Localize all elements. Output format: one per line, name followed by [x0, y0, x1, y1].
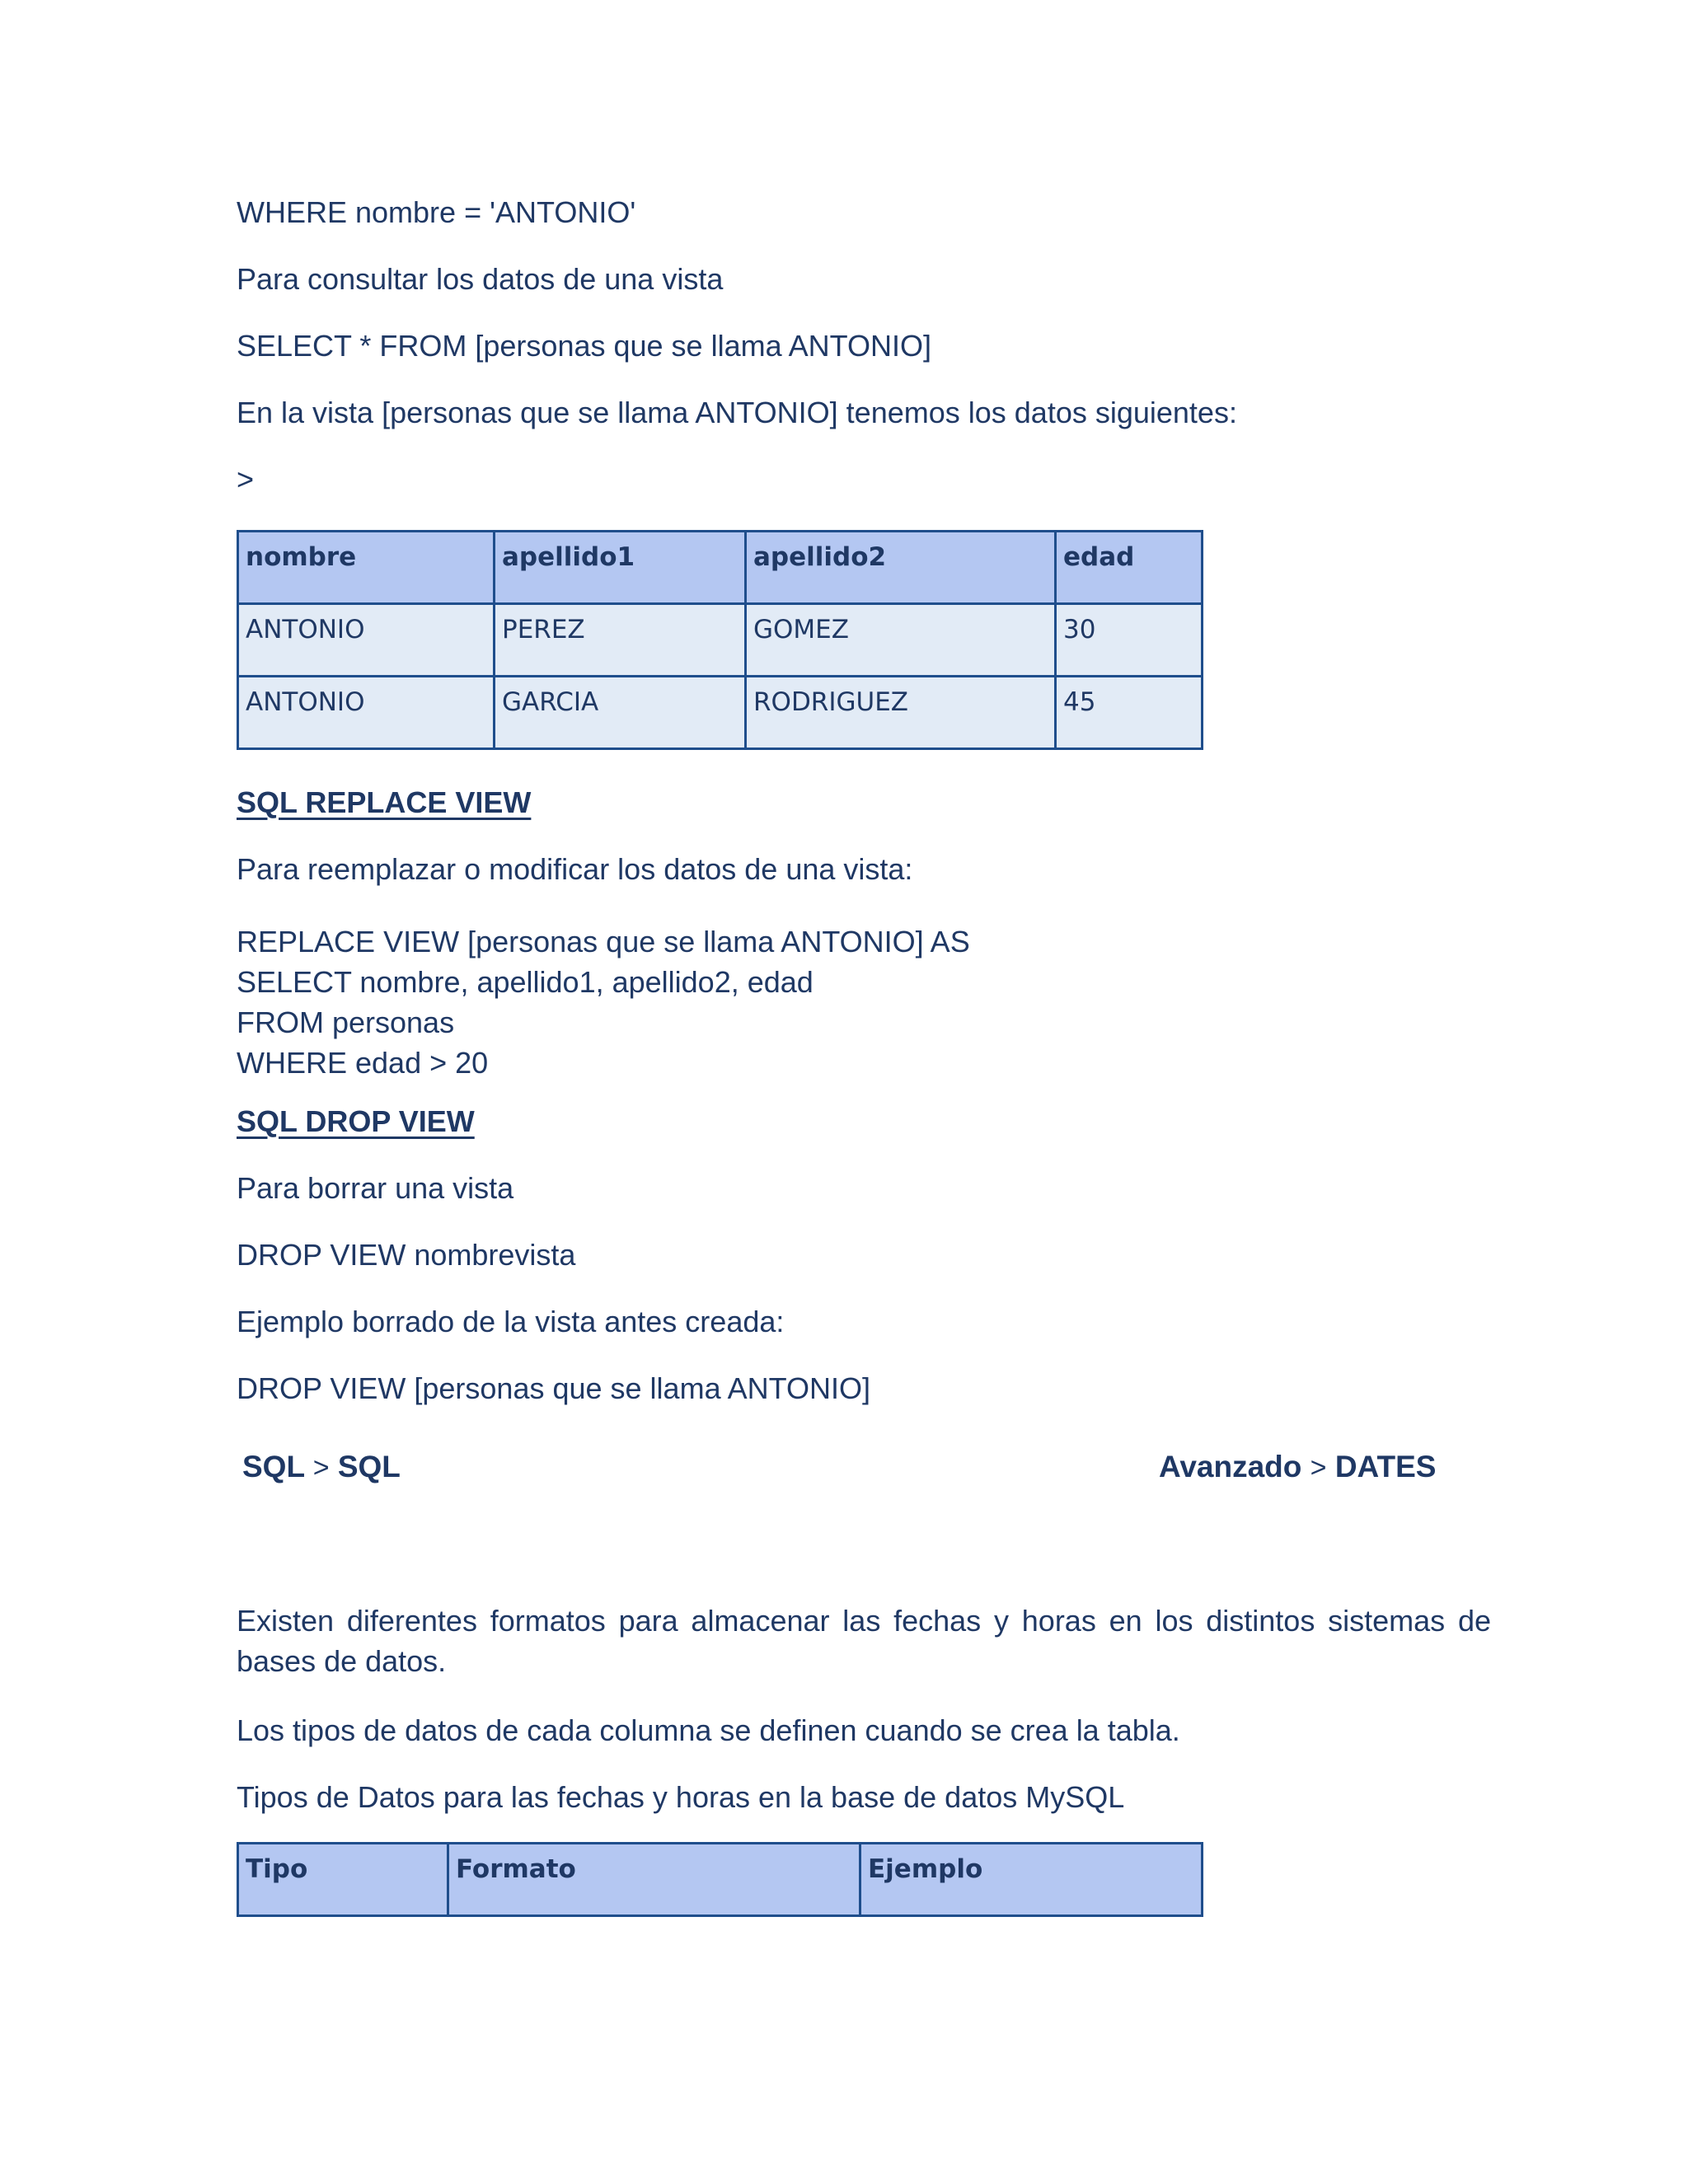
table-header-row [238, 1844, 1203, 1916]
table-cell: 30 [1056, 604, 1203, 677]
table-header-cell: apellido1 [495, 532, 746, 604]
table-cell: GOMEZ [746, 604, 1056, 677]
code-line: FROM personas [237, 1005, 455, 1039]
table-header-cell: Tipo [238, 1844, 448, 1916]
replace-intro-text: Para reemplazar o modificar los datos de una vista: [237, 852, 913, 886]
drop-view-heading: SQL DROP VIEW [237, 1104, 475, 1138]
vista-table [237, 530, 1203, 750]
table-header-cell: Ejemplo [860, 1844, 1203, 1916]
replace-view-heading: SQL REPLACE VIEW [237, 785, 532, 819]
table-cell: ANTONIO [238, 677, 495, 749]
nav-next[interactable] [1159, 1449, 1436, 1486]
tipos-table [237, 1842, 1203, 1917]
code-line: SELECT nombre, apellido1, apellido2, edad [237, 965, 814, 999]
table-cell: PEREZ [495, 604, 746, 677]
en-la-vista-text: En la vista [personas que se llama ANTONIO] tenemos los datos siguientes: [237, 396, 1237, 429]
nav-separator: > [1310, 1452, 1327, 1483]
table-header-cell: Formato [448, 1844, 860, 1916]
nav-next-part[interactable]: Avanzado [1159, 1450, 1302, 1483]
code-line: REPLACE VIEW [personas que se llama ANTONIO] AS [237, 925, 970, 958]
replace-view-code [237, 921, 970, 1083]
tipos-columna-text: Los tipos de datos de cada columna se definen cuando se crea la tabla. [237, 1713, 1180, 1747]
code-line: WHERE edad > 20 [237, 1046, 489, 1080]
table-cell: ANTONIO [238, 604, 495, 677]
where-nombre-line: WHERE nombre = 'ANTONIO' [237, 195, 636, 229]
table-cell: GARCIA [495, 677, 746, 749]
table-cell: 45 [1056, 677, 1203, 749]
nav-previous-part[interactable]: SQL [242, 1450, 305, 1483]
nav-previous[interactable] [242, 1449, 401, 1486]
consultar-text: Para consultar los datos de una vista [237, 262, 724, 296]
nav-previous-part[interactable]: SQL [337, 1450, 401, 1483]
drop-example-line: DROP VIEW [personas que se llama ANTONIO] [237, 1371, 870, 1405]
nav-separator: > [312, 1452, 330, 1483]
drop-example-intro: Ejemplo borrado de la vista antes creada: [237, 1305, 785, 1338]
table-cell: RODRIGUEZ [746, 677, 1056, 749]
table-row [238, 604, 1203, 677]
table-row [238, 677, 1203, 749]
tipos-mysql-text: Tipos de Datos para las fechas y horas en la base de datos MySQL [237, 1780, 1125, 1814]
table-header-cell: edad [1056, 532, 1203, 604]
gt-symbol: > [237, 462, 255, 496]
select-vista-line: SELECT * FROM [personas que se llama ANTONIO] [237, 329, 931, 363]
drop-intro-text: Para borrar una vista [237, 1171, 514, 1205]
table-header-row [238, 532, 1203, 604]
dates-intro-paragraph: Existen diferentes formatos para almacenar las fechas y horas en los distintos sistemas de bases de datos. [237, 1604, 1491, 1678]
table-header-cell: apellido2 [746, 532, 1056, 604]
drop-syntax-line: DROP VIEW nombrevista [237, 1238, 576, 1272]
nav-next-part[interactable]: DATES [1334, 1450, 1437, 1483]
table-header-cell: nombre [238, 532, 495, 604]
